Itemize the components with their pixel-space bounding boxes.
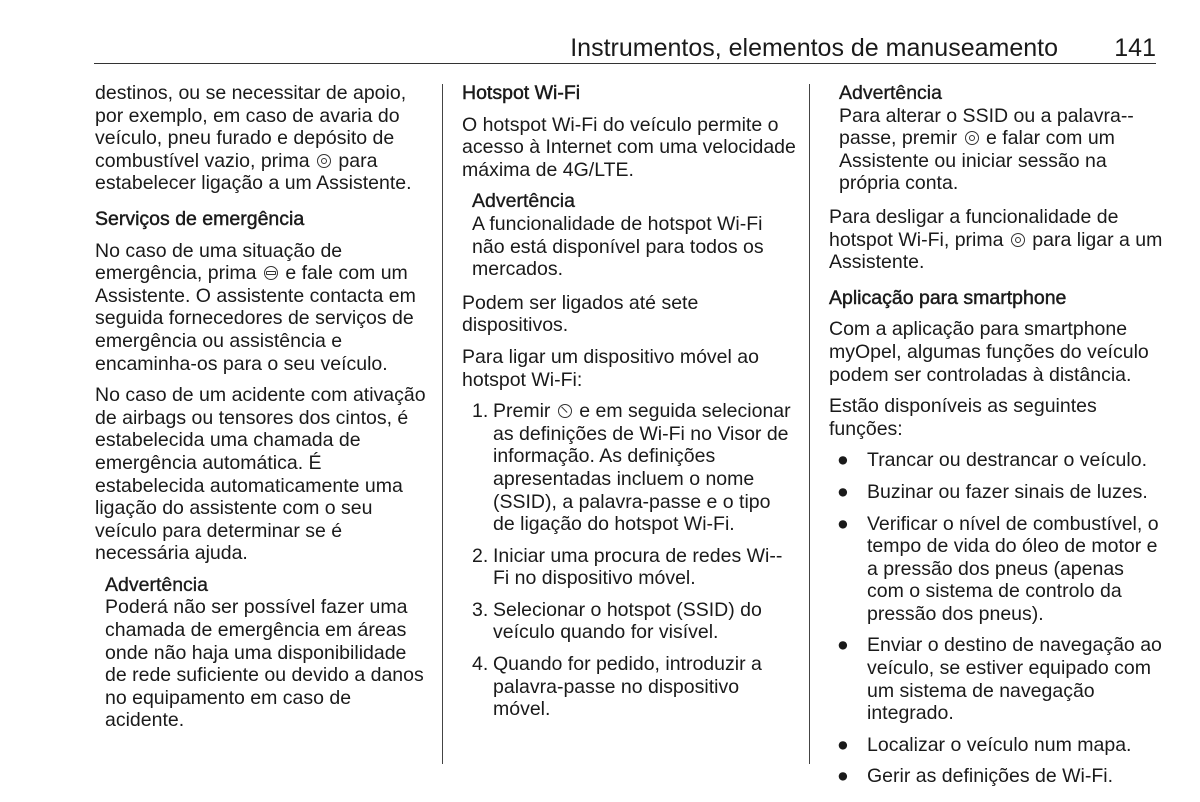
list-item bbox=[837, 734, 1164, 757]
text: destinos, ou se necessitar de apoio, por exemplo, em caso de avaria do veículo, pneu furado e depósito de combustível vazio, prima bbox=[95, 82, 407, 172]
list-item-text: Trancar ou destrancar o veículo. bbox=[867, 449, 1147, 472]
text: Premir bbox=[493, 400, 551, 423]
bullet: ● bbox=[837, 512, 849, 535]
bullet: ● bbox=[837, 480, 849, 503]
settings-button-icon bbox=[558, 404, 572, 418]
onstar-button-icon bbox=[965, 131, 979, 145]
list-item bbox=[837, 449, 1164, 472]
paragraph bbox=[829, 206, 1164, 274]
warning-heading: Advertência bbox=[839, 82, 942, 104]
text: Para alterar o SSID ou a palavra--passe, premir bbox=[839, 104, 1134, 150]
column-2 bbox=[462, 82, 797, 730]
header-title: Instrumentos, elementos de manuseamento bbox=[570, 34, 1058, 62]
list-item bbox=[472, 545, 797, 590]
list-item bbox=[837, 765, 1164, 788]
section-heading-emergency: Serviços de emergência bbox=[95, 207, 305, 230]
paragraph: Com a aplicação para smartphone myOpel, algumas funções do veículo podem ser controladas à distância. bbox=[829, 318, 1149, 386]
paragraph bbox=[95, 240, 430, 376]
text: e falar com um Assistente ou iniciar sessão na própria conta. bbox=[839, 127, 1115, 195]
list-item-text: Enviar o destino de navegação ao veículo, se estiver equipado com um sistema de navegação integrado. bbox=[867, 634, 1162, 725]
text: e em seguida selecionar as definições de Wi-Fi no Visor de informação. As definições apresentadas incluem o nome (SSID), a palavra-passe e o tipo de ligação do hotspot Wi-Fi. bbox=[493, 400, 791, 536]
text: Para desligar a funcionalidade de hotspot Wi-Fi, prima bbox=[829, 205, 1119, 251]
bullet: ● bbox=[837, 449, 849, 472]
bullet: ● bbox=[837, 634, 849, 657]
section-heading-smartphone-app: Aplicação para smartphone bbox=[829, 286, 1067, 309]
warning-text: Poderá não ser possível fazer uma chamada de emergência em áreas onde não haja uma disponibilidade de rede suficiente ou devido a danos no equipamento em caso de acidente. bbox=[105, 596, 424, 732]
warning-text: A funcionalidade de hotspot Wi-Fi não está disponível para todos os mercados. bbox=[472, 212, 764, 281]
list-item bbox=[837, 634, 1164, 724]
warning-box bbox=[105, 574, 430, 732]
step-text: Iniciar uma procura de redes Wi--Fi no dispositivo móvel. bbox=[493, 544, 783, 590]
warning-box bbox=[839, 82, 1164, 195]
list-item-text: Verificar o nível de combustível, o tempo de vida do óleo de motor e a pressão dos pneus (apenas com o sistema de controlo da pressão dos pneus). bbox=[867, 512, 1159, 625]
onstar-button-icon bbox=[317, 154, 331, 168]
paragraph: O hotspot Wi-Fi do veículo permite o acesso à Internet com uma velocidade máxima de 4G/LTE. bbox=[462, 113, 796, 181]
paragraph bbox=[95, 82, 430, 195]
header-rule bbox=[94, 63, 1156, 64]
steps-list bbox=[472, 400, 797, 721]
text: e fale com um Assistente. O assistente contacta em seguida fornecedores de serviços de emergência ou assistência e encaminha-os para o seu veículo. bbox=[95, 262, 416, 375]
warning-heading: Advertência bbox=[105, 573, 208, 596]
list-item-text: Buzinar ou fazer sinais de luzes. bbox=[867, 480, 1148, 503]
onstar-button-icon bbox=[1011, 233, 1025, 247]
step-text bbox=[493, 400, 797, 536]
list-item bbox=[472, 400, 797, 536]
warning-heading: Advertência bbox=[472, 190, 575, 213]
page-number: 141 bbox=[1114, 34, 1156, 62]
step-text: Quando for pedido, introduzir a palavra-passe no dispositivo móvel. bbox=[493, 653, 762, 721]
step-number: 4. bbox=[472, 653, 489, 676]
section-heading-hotspot: Hotspot Wi-Fi bbox=[462, 82, 581, 104]
functions-list bbox=[837, 449, 1164, 788]
paragraph: Estão disponíveis as seguintes funções: bbox=[829, 395, 1097, 440]
paragraph: No caso de um acidente com ativação de airbags ou tensores dos cintos, é estabelecida uma chamada de emergência automática. É estabelecida automaticamente uma ligação do assistente com o seu veículo para determinar se é necessária ajuda. bbox=[95, 384, 426, 565]
bullet: ● bbox=[837, 733, 849, 756]
paragraph: Para ligar um dispositivo móvel ao hotspot Wi-Fi: bbox=[462, 345, 759, 391]
step-text: Selecionar o hotspot (SSID) do veículo quando for visível. bbox=[493, 598, 762, 644]
text: para ligar a um Assistente. bbox=[829, 228, 1163, 274]
list-item-text: Gerir as definições de Wi-Fi. bbox=[867, 765, 1113, 788]
sos-button-icon bbox=[264, 266, 278, 280]
column-divider-2 bbox=[809, 84, 810, 764]
list-item bbox=[472, 653, 797, 721]
step-number: 2. bbox=[472, 544, 489, 567]
paragraph: Podem ser ligados até sete dispositivos. bbox=[462, 291, 699, 337]
text: para estabelecer ligação a um Assistente. bbox=[95, 149, 412, 195]
step-number: 1. bbox=[472, 400, 489, 423]
column-divider-1 bbox=[442, 84, 443, 764]
list-item bbox=[472, 599, 797, 644]
column-3 bbox=[829, 82, 1164, 797]
column-1 bbox=[95, 82, 430, 743]
list-item bbox=[837, 513, 1164, 626]
bullet: ● bbox=[837, 765, 849, 788]
list-item-text: Localizar o veículo num mapa. bbox=[867, 733, 1132, 756]
warning-box bbox=[472, 190, 797, 280]
step-number: 3. bbox=[472, 598, 489, 621]
list-item bbox=[837, 481, 1164, 504]
text: No caso de uma situação de emergência, prima bbox=[95, 239, 343, 285]
warning-text bbox=[839, 105, 1164, 195]
